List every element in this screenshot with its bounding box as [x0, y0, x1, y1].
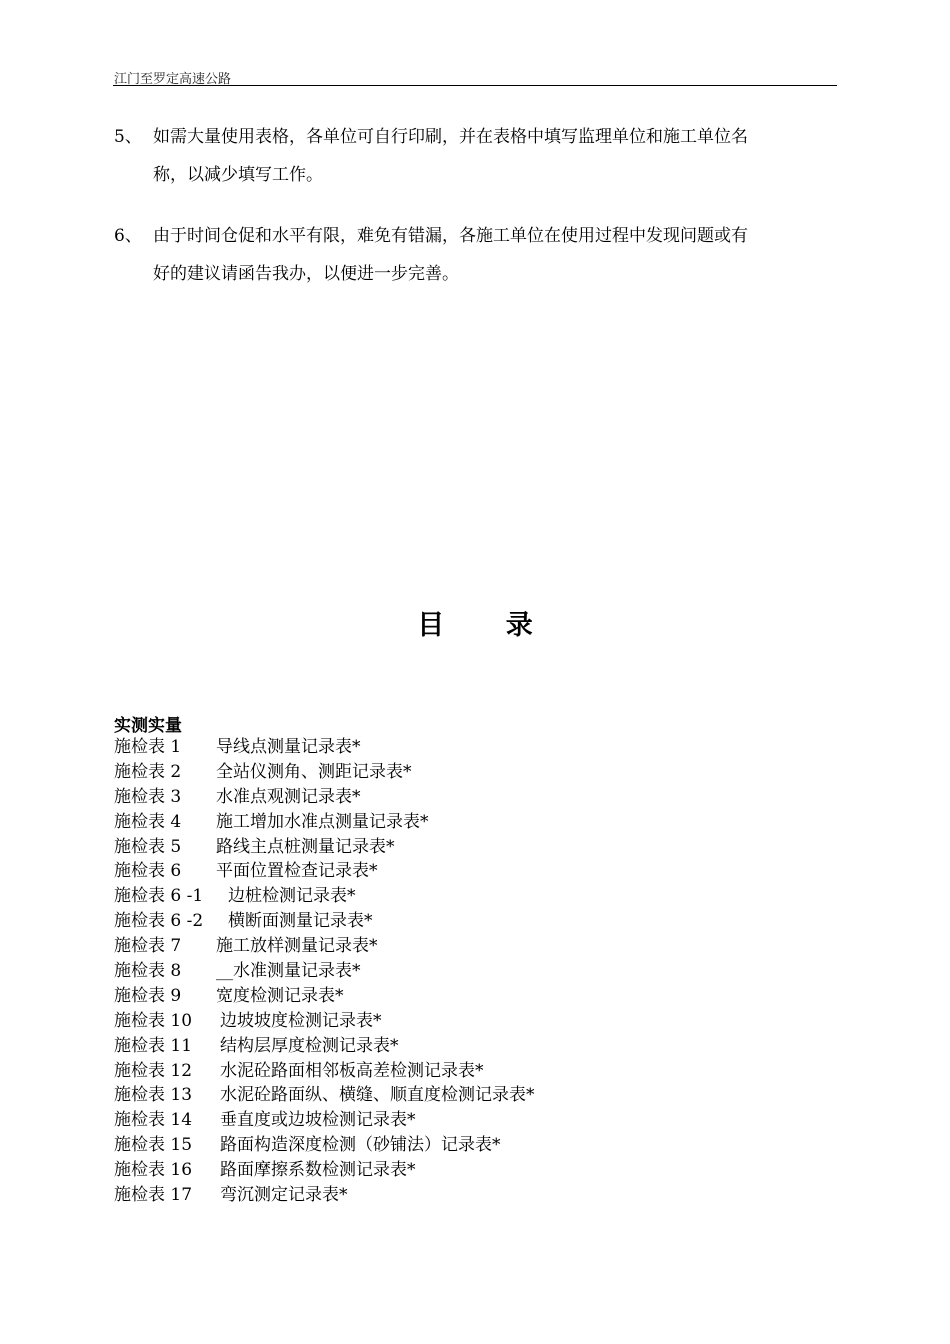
toc-item-name: __水准测量记录表* [216, 961, 361, 982]
toc-item-name: 边坡坡度检测记录表* [220, 1010, 382, 1031]
toc-item-name: 水泥砼路面纵、横缝、顺直度检测记录表* [220, 1085, 535, 1106]
toc-item-name: 路面构造深度检测（砂铺法）记录表* [220, 1135, 501, 1156]
toc-item-name: 边桩检测记录表* [228, 886, 356, 907]
note-line: 由于时间仓促和水平有限，难免有错漏，各施工单位在使用过程中发现问题或有 [153, 226, 748, 246]
toc-item [114, 1158, 416, 1183]
note-5 [114, 118, 838, 194]
toc-item-code: 施检表 6 [114, 861, 182, 882]
toc-item [114, 785, 361, 810]
note-6 [114, 217, 838, 293]
toc-item [114, 984, 344, 1009]
toc-item-name: 路线主点桩测量记录表* [216, 836, 395, 857]
note-line: 称，以减少填写工作。 [153, 165, 323, 185]
toc-item-code: 施检表 2 [114, 761, 182, 782]
toc-item-code: 施检表 11 [114, 1035, 193, 1056]
toc-item [114, 1009, 382, 1034]
note-line: 好的建议请函告我办，以便进一步完善。 [153, 264, 459, 284]
toc-item-name: 平面位置检查记录表* [216, 861, 378, 882]
toc-item-name: 宽度检测记录表* [216, 985, 344, 1006]
toc-section-heading: 实测实量 [114, 716, 182, 736]
note-number: 6、 [114, 226, 142, 246]
toc-item-code: 施检表 17 [114, 1185, 193, 1206]
toc-item-code: 施检表 9 [114, 985, 182, 1006]
toc-item [114, 909, 373, 934]
toc-item-name: 导线点测量记录表* [216, 737, 361, 757]
toc-item-code: 施检表 12 [114, 1060, 193, 1081]
toc-item-code: 施检表 15 [114, 1135, 193, 1156]
toc-item-code: 施检表 3 [114, 786, 182, 807]
toc-item-name: 全站仪测角、测距记录表* [216, 761, 412, 782]
toc-item [114, 1133, 501, 1158]
toc-item-code: 施检表 8 [114, 961, 182, 982]
toc-item-name: 弯沉测定记录表* [220, 1185, 348, 1206]
toc-item [114, 1108, 416, 1133]
toc-item-code: 施检表 4 [114, 811, 182, 832]
toc-item [114, 810, 429, 835]
toc-title [0, 603, 950, 642]
toc-item-code: 施检表 6 -1 [114, 886, 204, 907]
toc-item-name: 水泥砼路面相邻板高差检测记录表* [220, 1060, 484, 1081]
document-header: 江门至罗定高速公路 [114, 72, 232, 87]
toc-item-code: 施检表 6 -2 [114, 911, 204, 932]
note-number: 5、 [114, 127, 142, 147]
toc-item-name: 结构层厚度检测记录表* [220, 1035, 399, 1056]
toc-item [114, 735, 361, 760]
toc-item [114, 959, 361, 984]
toc-item [114, 1034, 399, 1059]
toc-item-name: 路面摩擦系数检测记录表* [220, 1160, 416, 1181]
toc-list [114, 735, 535, 1208]
toc-title-char: 目 [417, 610, 445, 641]
toc-item [114, 1183, 348, 1208]
toc-item-name: 垂直度或边坡检测记录表* [220, 1110, 416, 1131]
toc-item-code: 施检表 13 [114, 1085, 193, 1106]
toc-item [114, 859, 378, 884]
toc-item [114, 835, 395, 860]
toc-item [114, 934, 378, 959]
toc-item-name: 施工增加水准点测量记录表* [216, 811, 429, 832]
toc-item [114, 760, 412, 785]
toc-item-name: 施工放样测量记录表* [216, 936, 378, 957]
toc-item [114, 1059, 484, 1084]
toc-item-code: 施检表 10 [114, 1010, 193, 1031]
toc-title-char: 录 [505, 610, 533, 641]
toc-item-code: 施检表 5 [114, 836, 182, 857]
toc-item-name: 横断面测量记录表* [228, 911, 373, 932]
note-line: 如需大量使用表格，各单位可自行印刷，并在表格中填写监理单位和施工单位名 [153, 127, 748, 147]
header-rule [113, 85, 837, 86]
toc-item [114, 884, 356, 909]
toc-item-code: 施检表 14 [114, 1110, 193, 1131]
toc-item-name: 水准点观测记录表* [216, 786, 361, 807]
toc-item-code: 施检表 16 [114, 1160, 193, 1181]
toc-item [114, 1083, 535, 1108]
toc-item-code: 施检表 1 [114, 737, 182, 757]
toc-item-code: 施检表 7 [114, 936, 182, 957]
